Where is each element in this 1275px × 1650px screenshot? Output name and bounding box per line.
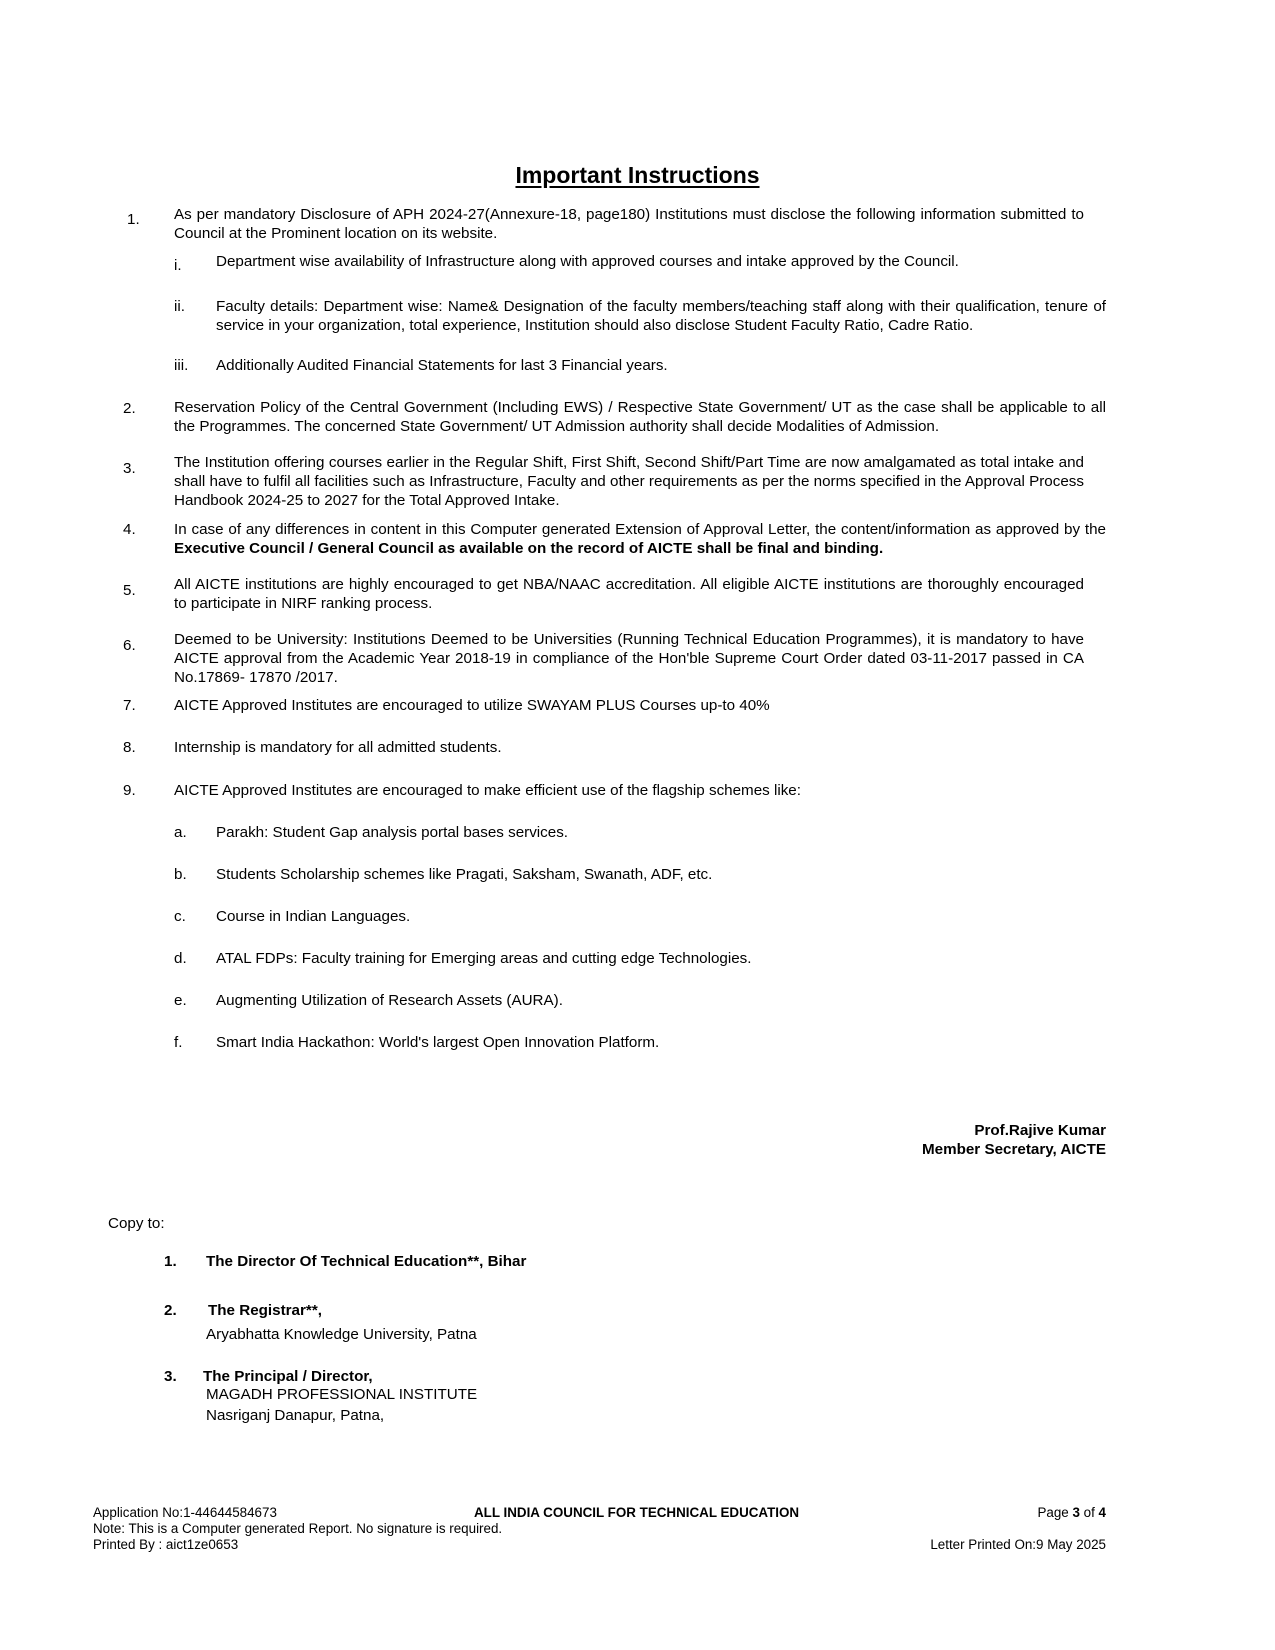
sub-item-number: iii. xyxy=(174,357,189,374)
scheme-letter: b. xyxy=(174,866,187,883)
copy-to-address-line: MAGADH PROFESSIONAL INSTITUTE xyxy=(206,1386,478,1403)
footer-application-no: Application No:1-44644584673 xyxy=(93,1505,277,1520)
scheme-letter: e. xyxy=(174,992,187,1009)
footer-page-number xyxy=(906,1504,1106,1521)
instruction-text: Deemed to be University: Institutions Deemed to be Universities (Running Technical Education Programmes), it is mandatory to have AICTE approval from the Academic Year 2018-19 in compliance of the Hon'ble Supreme Court Order dated 03-11-2017 passed in CA No.17869- 17870 /2017. xyxy=(174,631,1084,686)
page-prefix: Page xyxy=(1037,1505,1073,1520)
instruction-number: 1. xyxy=(127,211,140,228)
instruction-number: 7. xyxy=(123,697,136,714)
instruction-number: 6. xyxy=(123,637,136,654)
instruction-number: 3. xyxy=(123,460,136,477)
copy-to-number: 3. xyxy=(164,1368,177,1385)
sub-item-text: Additionally Audited Financial Statements for last 3 Financial years. xyxy=(216,357,668,374)
copy-to-number: 2. xyxy=(164,1302,177,1319)
scheme-text: Students Scholarship schemes like Pragati, Saksham, Swanath, ADF, etc. xyxy=(216,866,713,883)
instruction-text-bold: Executive Council / General Council as available on the record of AICTE shall be final and binding. xyxy=(174,540,884,557)
scheme-text: ATAL FDPs: Faculty training for Emerging areas and cutting edge Technologies. xyxy=(216,950,752,967)
copy-to-recipient: The Registrar**, xyxy=(208,1302,322,1319)
scheme-text: Parakh: Student Gap analysis portal bases services. xyxy=(216,824,569,841)
signatory-designation: Member Secretary, AICTE xyxy=(921,1141,1106,1158)
footer-council-name: ALL INDIA COUNCIL FOR TECHNICAL EDUCATION xyxy=(474,1505,800,1520)
footer-note: Note: This is a Computer generated Report. No signature is required. xyxy=(93,1521,503,1536)
instruction-number: 9. xyxy=(123,782,136,799)
instruction-number: 2. xyxy=(123,400,136,417)
instruction-text: All AICTE institutions are highly encouraged to get NBA/NAAC accreditation. All eligible AICTE institutions are thoroughly encouraged to participate in NIRF ranking process. xyxy=(174,576,1084,612)
footer-printed-by: Printed By : aict1ze0653 xyxy=(93,1537,239,1552)
sub-item-text: Faculty details: Department wise: Name& Designation of the faculty members/teaching staff along with their qualification, tenure of service in your organization, total experience, Institution should also disclose Student Faculty Ratio, Cadre Ratio. xyxy=(216,298,1106,334)
copy-to-number: 1. xyxy=(164,1253,177,1270)
instruction-number: 5. xyxy=(123,582,136,599)
sub-item-number: ii. xyxy=(174,298,185,315)
scheme-letter: f. xyxy=(174,1034,183,1051)
scheme-letter: c. xyxy=(174,908,186,925)
scheme-text: Course in Indian Languages. xyxy=(216,908,411,925)
scheme-letter: d. xyxy=(174,950,187,967)
instruction-number: 8. xyxy=(123,739,136,756)
instruction-number: 4. xyxy=(123,521,136,538)
footer-printed-on: Letter Printed On:9 May 2025 xyxy=(930,1537,1106,1552)
copy-to-label: Copy to: xyxy=(108,1215,165,1232)
page-title: Important Instructions xyxy=(515,162,760,188)
instruction-text xyxy=(174,520,1106,558)
instruction-text: AICTE Approved Institutes are encouraged to make efficient use of the flagship schemes like: xyxy=(174,782,801,799)
page-current: 3 xyxy=(1072,1505,1080,1520)
copy-to-recipient: The Principal / Director, xyxy=(203,1368,373,1385)
instruction-text: AICTE Approved Institutes are encouraged to utilize SWAYAM PLUS Courses up-to 40% xyxy=(174,697,770,714)
scheme-text: Smart India Hackathon: World's largest Open Innovation Platform. xyxy=(216,1034,660,1051)
scheme-letter: a. xyxy=(174,824,187,841)
instruction-text: As per mandatory Disclosure of APH 2024-27(Annexure-18, page180) Institutions must disclose the following information submitted to Council at the Prominent location on its website. xyxy=(174,206,1084,242)
copy-to-recipient: The Director Of Technical Education**, Bihar xyxy=(206,1253,527,1270)
page-mid: of xyxy=(1079,1505,1099,1520)
sub-item-number: i. xyxy=(174,257,182,274)
sub-item-text: Department wise availability of Infrastructure along with approved courses and intake approved by the Council. xyxy=(216,253,959,270)
instruction-text: Internship is mandatory for all admitted students. xyxy=(174,739,502,756)
signatory-name: Prof.Rajive Kumar xyxy=(974,1122,1106,1139)
copy-to-address-line: Nasriganj Danapur, Patna, xyxy=(206,1407,385,1424)
copy-to-address-line: Aryabhatta Knowledge University, Patna xyxy=(206,1326,477,1343)
scheme-text: Augmenting Utilization of Research Assets (AURA). xyxy=(216,992,563,1009)
page-total: 4 xyxy=(1098,1505,1106,1520)
instruction-text: Reservation Policy of the Central Government (Including EWS) / Respective State Government/ UT as the case shall be applicable to all the Programmes. The concerned State Government/ UT Admission authority shall decide Modalities of Admission. xyxy=(174,399,1106,435)
instruction-text: The Institution offering courses earlier in the Regular Shift, First Shift, Second Shift/Part Time are now amalgamated as total intake and shall have to fulfil all facilities such as Infrastructure, Faculty and other requirements as per the norms specified in the Approval Process Handbook 2024-25 to 2027 for the Total Approved Intake. xyxy=(174,454,1084,509)
instruction-text-normal: In case of any differences in content in this Computer generated Extension of Approval Letter, the content/information as approved by the xyxy=(174,521,1106,538)
